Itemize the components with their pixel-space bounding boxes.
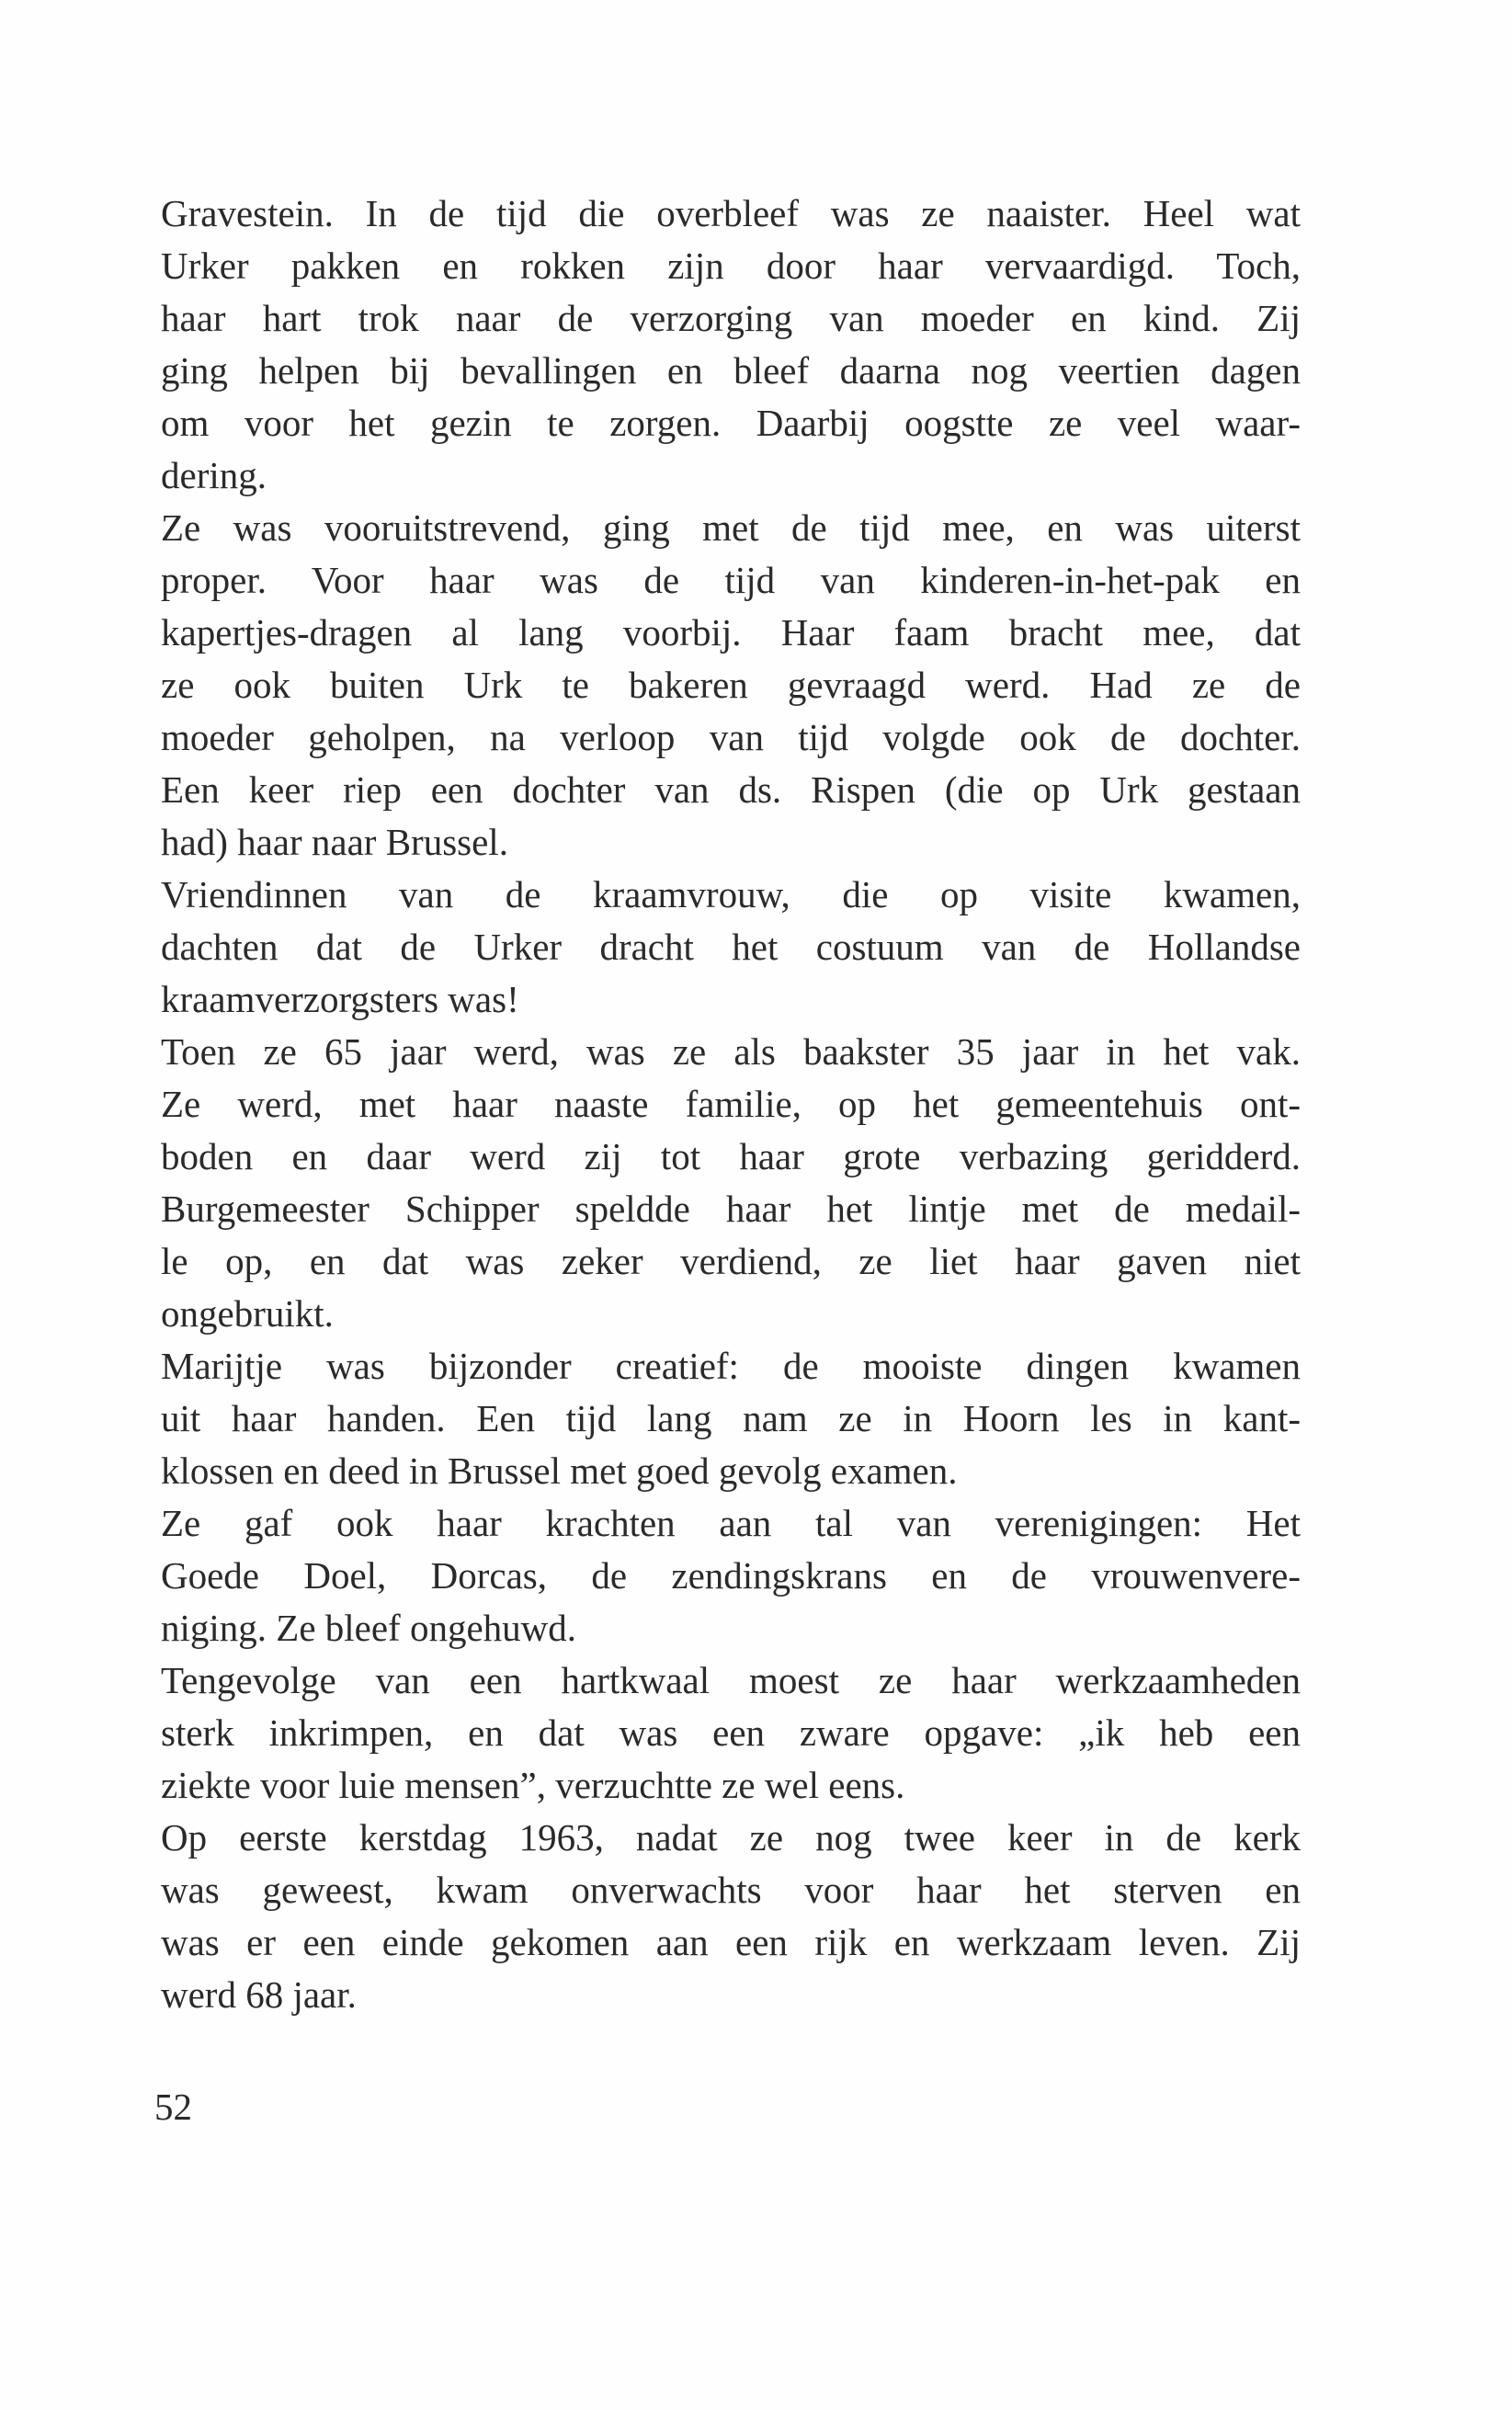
- text-line: Burgemeester Schipper speldde haar het lintje met de medail-: [161, 1188, 1301, 1230]
- body-text: [161, 188, 1301, 2021]
- text-line: dering.: [161, 454, 267, 496]
- text-line: le op, en dat was zeker verdiend, ze liet haar gaven niet: [161, 1240, 1301, 1282]
- text-line: Tengevolge van een hartkwaal moest ze haar werkzaamheden: [161, 1659, 1301, 1701]
- text-line: Vriendinnen van de kraamvrouw, die op visite kwamen,: [161, 873, 1301, 915]
- text-line: Goede Doel, Dorcas, de zendingskrans en de vrouwenvere-: [161, 1554, 1301, 1597]
- text-line: Marijtje was bijzonder creatief: de mooiste dingen kwamen: [161, 1345, 1301, 1387]
- text-line: had) haar naar Brussel.: [161, 821, 508, 863]
- text-line: ziekte voor luie mensen”, verzuchtte ze wel eens.: [161, 1764, 905, 1806]
- text-line: was geweest, kwam onverwachts voor haar het sterven en: [161, 1869, 1301, 1911]
- text-line: sterk inkrimpen, en dat was een zware opgave: „ik heb een: [161, 1711, 1301, 1754]
- text-line: Ze was vooruitstrevend, ging met de tijd mee, en was uiterst: [161, 506, 1301, 549]
- text-line: Urker pakken en rokken zijn door haar vervaardigd. Toch,: [161, 244, 1301, 287]
- text-line: Op eerste kerstdag 1963, nadat ze nog twee keer in de kerk: [161, 1816, 1301, 1859]
- text-line: moeder geholpen, na verloop van tijd volgde ook de dochter.: [161, 716, 1301, 758]
- text-line: proper. Voor haar was de tijd van kinderen-in-het-pak en: [161, 559, 1301, 601]
- text-line: boden en daar werd zij tot haar grote verbazing geridderd.: [161, 1135, 1301, 1177]
- text-line: ging helpen bij bevallingen en bleef daarna nog veertien dagen: [161, 349, 1301, 392]
- text-line: Ze gaf ook haar krachten aan tal van verenigingen: Het: [161, 1502, 1301, 1544]
- text-line: Gravestein. In de tijd die overbleef was ze naaister. Heel wat: [161, 192, 1301, 234]
- text-line: ze ook buiten Urk te bakeren gevraagd werd. Had ze de: [161, 664, 1301, 706]
- text-line: kapertjes-dragen al lang voorbij. Haar faam bracht mee, dat: [161, 611, 1301, 654]
- text-line: dachten dat de Urker dracht het costuum van de Hollandse: [161, 926, 1301, 968]
- text-line: klossen en deed in Brussel met goed gevolg examen.: [161, 1449, 958, 1492]
- text-line: Een keer riep een dochter van ds. Rispen (die op Urk gestaan: [161, 768, 1301, 811]
- text-line: niging. Ze bleef ongehuwd.: [161, 1607, 577, 1649]
- text-line: kraamverzorgsters was!: [161, 978, 519, 1020]
- text-line: Ze werd, met haar naaste familie, op het gemeentehuis ont-: [161, 1083, 1301, 1125]
- text-line: om voor het gezin te zorgen. Daarbij oogstte ze veel waar-: [161, 402, 1301, 444]
- page-number: 52: [154, 2086, 192, 2128]
- text-line: uit haar handen. Een tijd lang nam ze in Hoorn les in kant-: [161, 1397, 1301, 1439]
- text-line: was er een einde gekomen aan een rijk en werkzaam leven. Zij: [161, 1921, 1301, 1963]
- text-line: haar hart trok naar de verzorging van moeder en kind. Zij: [161, 297, 1301, 339]
- text-line: werd 68 jaar.: [161, 1973, 357, 2016]
- text-line: Toen ze 65 jaar werd, was ze als baakster 35 jaar in het vak.: [161, 1030, 1301, 1073]
- text-line: ongebruikt.: [161, 1292, 334, 1335]
